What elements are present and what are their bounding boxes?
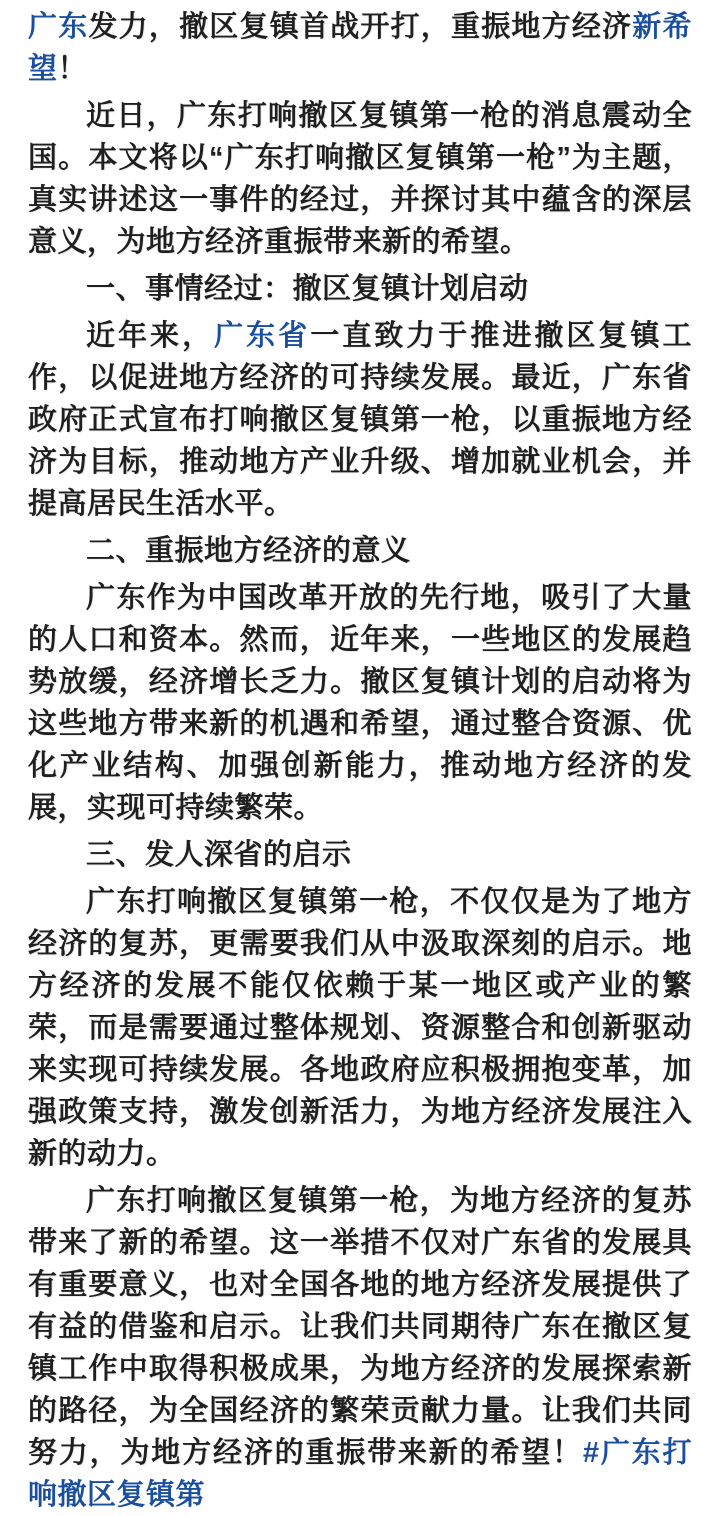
closing-text: 广东打响撤区复镇第一枪，为地方经济的复苏带来了新的希望。这一举措不仅对广东省的发展具有重要意义，也对全国各地的地方经济发展提供了有益的借鉴和启示。让我们共同期待广东在撤区复镇工作中取得积极成果，为地方经济的发展探索新的路径，为全国经济的繁荣贡献力量。让我们共同努力，为地方经济的重振带来新的希望！	[28, 1185, 692, 1469]
section3-paragraph: 广东打响撤区复镇第一枪，不仅仅是为了地方经济的复苏，更需要我们从中汲取深刻的启示。地方经济的发展不能仅依赖于某一地区或产业的繁荣，而是需要通过整体规划、资源整合和创新驱动来实现可持续发展。各地政府应积极拥抱变革，加强政策支持，激发创新活力，为地方经济发展注入新的动力。	[28, 886, 692, 1170]
section2-heading: 二、重振地方经济的意义	[86, 535, 411, 567]
section3-heading: 三、发人深省的启示	[86, 839, 352, 871]
title-keyword-new-hope: 新希望	[28, 11, 692, 85]
title-keyword-guangdong: 广东	[28, 11, 89, 43]
intro-paragraph: 近日，广东打响撤区复镇第一枪的消息震动全国。本文将以“广东打响撤区复镇第一枪”为主题，真实讲述这一事件的经过，并探讨其中蕴含的深层意义，为地方经济重振带来新的希望。	[28, 100, 692, 258]
section1-text-post: 一直致力于推进撤区复镇工作，以促进地方经济的可持续发展。最近，广东省政府正式宣布打响撤区复镇第一枪，以重振地方经济为目标，推动地方产业升级、增加就业机会，并提高居民生活水平。	[28, 320, 692, 520]
article-title	[28, 6, 692, 90]
section2-paragraph: 广东作为中国改革开放的先行地，吸引了大量的人口和资本。然而，近年来，一些地区的发展趋势放缓，经济增长乏力。撤区复镇计划的启动将为这些地方带来新的机遇和希望，通过整合资源、优化产业结构、加强创新能力，推动地方经济的发展，实现可持续繁荣。	[28, 582, 692, 824]
topic-hashtag-link[interactable]: #广东打响撤区复镇第	[28, 1437, 692, 1511]
guangdong-province-entity-link[interactable]: 广东省	[214, 320, 311, 352]
section1-paragraph	[28, 315, 692, 525]
section1-text-pre: 近年来，	[86, 320, 215, 352]
closing-paragraph	[28, 1180, 692, 1516]
title-exclamation: ！	[57, 53, 88, 85]
section1-heading: 一、事情经过：撤区复镇计划启动	[86, 273, 529, 305]
title-text-main: 发力，撤区复镇首战开打，重振地方经济	[88, 11, 633, 43]
